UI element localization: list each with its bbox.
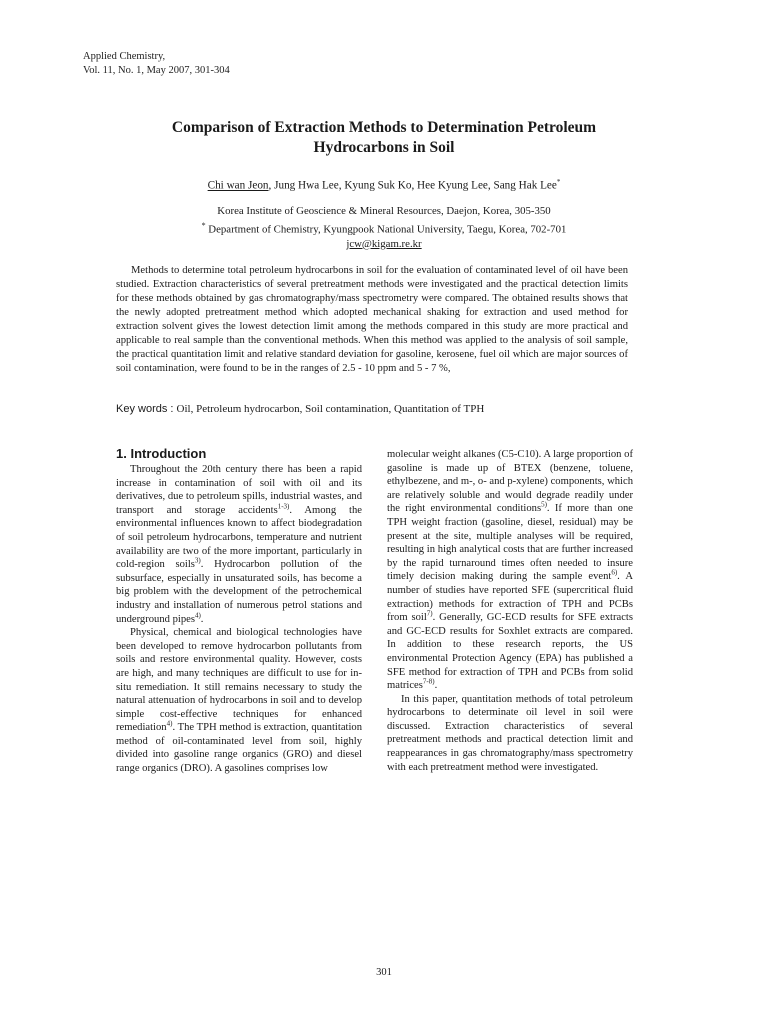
corresponding-mark: * <box>556 178 561 186</box>
journal-volume: Vol. 11, No. 1, May 2007, 301-304 <box>83 65 230 76</box>
text-run: molecular weight alkanes (C5-C10). A large proportion of gasoline is made up of BTEX (benzene, toluene, ethylbezene, and m-, o- and p-xylene) components, which are relatively soluble and would degrade readily under the right environmental conditions <box>387 449 633 515</box>
text-run: . Hydrocarbon pollution of the subsurface, especially in unsaturated soils, has become a big problem with the development of the petrochemical industry and installation of numerous petrol stations and underground pipes <box>116 559 362 625</box>
citation: 7) <box>426 609 433 618</box>
affiliation-2 <box>90 219 678 237</box>
citation: 4) <box>194 611 201 619</box>
text-run: . <box>434 680 438 692</box>
citation: 5) <box>541 500 547 509</box>
citation: 4) <box>166 719 173 728</box>
journal-name: Applied Chemistry, <box>83 51 166 62</box>
email-link[interactable]: jcw@kigam.re.kr <box>346 237 422 250</box>
affiliations <box>90 204 678 251</box>
keywords-text: Oil, Petroleum hydrocarbon, Soil contamination, Quantitation of TPH <box>176 403 485 415</box>
citation: 6) <box>611 568 618 577</box>
other-authors: , Jung Hwa Lee, Kyung Suk Ko, Hee Kyung Lee, Sang Hak Lee <box>268 179 557 192</box>
title-line-1: Comparison of Extraction Methods to Determination Petroleum <box>171 119 597 136</box>
left-column <box>116 446 362 776</box>
text-run: . <box>200 613 204 625</box>
intro-paragraph-2 <box>116 626 362 776</box>
affiliation-mark: * <box>201 220 206 230</box>
abstract: Methods to determine total petroleum hydrocarbons in soil for the evaluation of contaminated level of oil have been studied. Extraction characteristics of several pretreatment methods were investigated and the practical detection limits for these methods obtained by gas chromatography/mass spectrometry were compared. The obtained results shows that the newly adopted pretreatment method which adopted mechanical shaking for extraction and used method for extraction solvent gives the lowest detection limit among the methods compared in this study are more practical and applicable to real sample than the conventional methods. When this method was applied to the analysis of soil sample, the practical quantitation limit and relative standard deviation for gasoline, kerosene, fuel oil which are major sources of soil contamination, were found to be in the ranges of 2.5 - 10 ppm and 5 - 7 %, <box>116 265 628 374</box>
first-author: Chi wan Jeon <box>207 179 269 192</box>
intro-paragraph-4: In this paper, quantitation methods of total petroleum hydrocarbons to determinate oil level in soil were discussed. Extraction characteristics of several pretreatment methods and practical detection limit and reappearances in gas chromatography/mass spectrometry with each pretreatment method were investigated. <box>387 693 633 773</box>
text-run: . Generally, GC-ECD results for SFE extracts and GC-ECD results for Soxhlet extracts are compared. In addition to these research reports, the US environmental Protection Agency (EPA) has published a SFE method for extraction of TPH and PCBs from solid matrices <box>387 612 633 692</box>
intro-paragraph-3 <box>387 448 633 693</box>
affiliation-2-text: Department of Chemistry, Kyungpook National University, Taegu, Korea, 702-701 <box>205 223 567 236</box>
keywords <box>116 402 656 416</box>
text-run: Throughout the 20th century there has been a rapid increase in contamination of soil with oil and its derivatives, due to petroleum spills, industrial wastes, and transport and storage accidents <box>116 464 362 516</box>
author-list <box>90 175 678 193</box>
journal-info <box>83 50 230 78</box>
citation: 1-3) <box>277 502 290 511</box>
text-run: . Among the environmental influences known to affect biodegradation of soil petroleum hydrocarbons, temperature and nutrient availability are two of the more important, particularly in cold-region soils <box>116 504 362 571</box>
title-line-2: Hydrocarbons in Soil <box>313 139 455 156</box>
citation: 7-8) <box>422 677 435 686</box>
section-heading: 1. Introduction <box>116 446 207 461</box>
intro-paragraph-1 <box>116 463 362 626</box>
page-number: 301 <box>376 967 392 978</box>
citation: 3) <box>194 556 201 565</box>
text-run: . The TPH method is extraction, quantitation method of oil-contaminated level from soil, highly divided into gasoline range organics (GRO) and diesel range organics (DRO). A gasolines comprises low <box>116 722 362 775</box>
text-run: . A number of studies have reported SFE (supercritical fluid extraction) methods for extraction of TPH and PCBs from soil <box>387 571 633 624</box>
affiliation-1: Korea Institute of Geoscience & Mineral Resources, Daejon, Korea, 305-350 <box>217 205 551 217</box>
right-column <box>387 448 633 774</box>
keywords-label: Key words : <box>116 403 177 415</box>
text-run: Physical, chemical and biological technologies have been developed to remove hydrocarbon pollutants from soils and restore environmental quality. However, costs are high, and many techniques are difficult to use for in-situ remediation. It still remains necessary to study the natural attenuation of hydrocarbons in soil and to develop simple cost-effective techniques for enhanced remediation <box>116 627 362 734</box>
paper-title <box>90 118 678 158</box>
text-run: . If more than one TPH weight fraction (gasoline, diesel, residual) may be present at the site, multiple analyses will be required, resulting in high analytical costs that are further increased by the rapid turnaround times often needed to insure timely decision making during the sample event <box>387 503 633 583</box>
